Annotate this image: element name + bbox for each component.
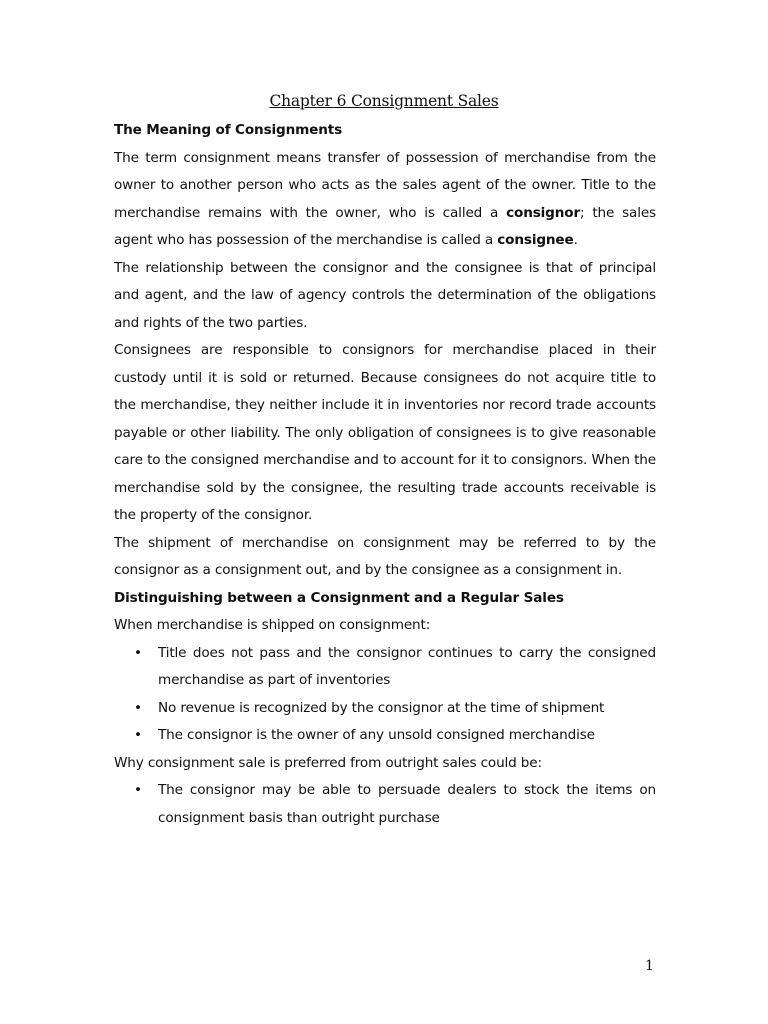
list-item [134,777,656,832]
list-item [134,722,656,750]
paragraph-responsibilities: Consignees are responsible to consignors for merchandise placed in their custody until it is sold or returned. Because consignees do not acquire title to the merchandise, they neither include it in inventories nor record trade accounts payable or other liability. The only obligation of consignees is to give reasonable care to the consigned merchandise and to account for it to consignors. When the merchandise sold by the consignee, the resulting trade accounts receivable is the property of the consignor. [114,342,656,523]
paragraph-text: The term consignment means transfer of possession of merchandise from the owner to another person who acts as the sales agent of the owner. Title to the merchandise remains with the owner, who is called a [114,149,656,221]
section-heading-distinguishing: Distinguishing between a Consignment and a Regular Sales [114,589,564,606]
list-item-text: Title does not pass and the consignor continues to carry the consigned merchandise as part of inventories [158,644,656,688]
paragraph-why-preferred: Why consignment sale is preferred from outright sales could be: [114,754,542,771]
list-item-text: No revenue is recognized by the consignor at the time of shipment [158,699,605,716]
term-consignee: consignee [497,232,574,248]
paragraph-when-shipped: When merchandise is shipped on consignment: [114,617,431,633]
document-body [114,117,656,832]
chapter-title: Chapter 6 Consignment Sales [269,92,499,110]
paragraph-shipment: The shipment of merchandise on consignment may be referred to by the consignor as a consignment out, and by the consignee as a consignment in. [114,534,656,578]
section-heading-meaning: The Meaning of Consignments [114,122,343,138]
bullet-list-consignment-rules [114,640,656,750]
bullet-icon: • [134,782,142,798]
paragraph-text: ; the sales agent who has possession of the merchandise is called a [114,204,656,248]
paragraph-relationship: The relationship between the consignor and the consignee is that of principal and agent, and the law of agency controls the determination of the obligations and rights of the two parties. [114,259,656,331]
list-item [134,695,656,723]
list-item [134,640,656,695]
bullet-icon: • [134,699,142,716]
term-consignor: consignor [506,204,581,221]
page-number: 1 [645,958,654,974]
bullet-icon: • [134,727,142,743]
paragraph-definition [114,145,656,255]
paragraph-text: . [573,232,578,248]
list-item-text: The consignor may be able to persuade dealers to stock the items on consignment basis than outright purchase [158,782,656,826]
list-item-text: The consignor is the owner of any unsold consigned merchandise [158,727,595,743]
bullet-list-reasons [114,777,656,832]
bullet-icon: • [134,644,142,661]
